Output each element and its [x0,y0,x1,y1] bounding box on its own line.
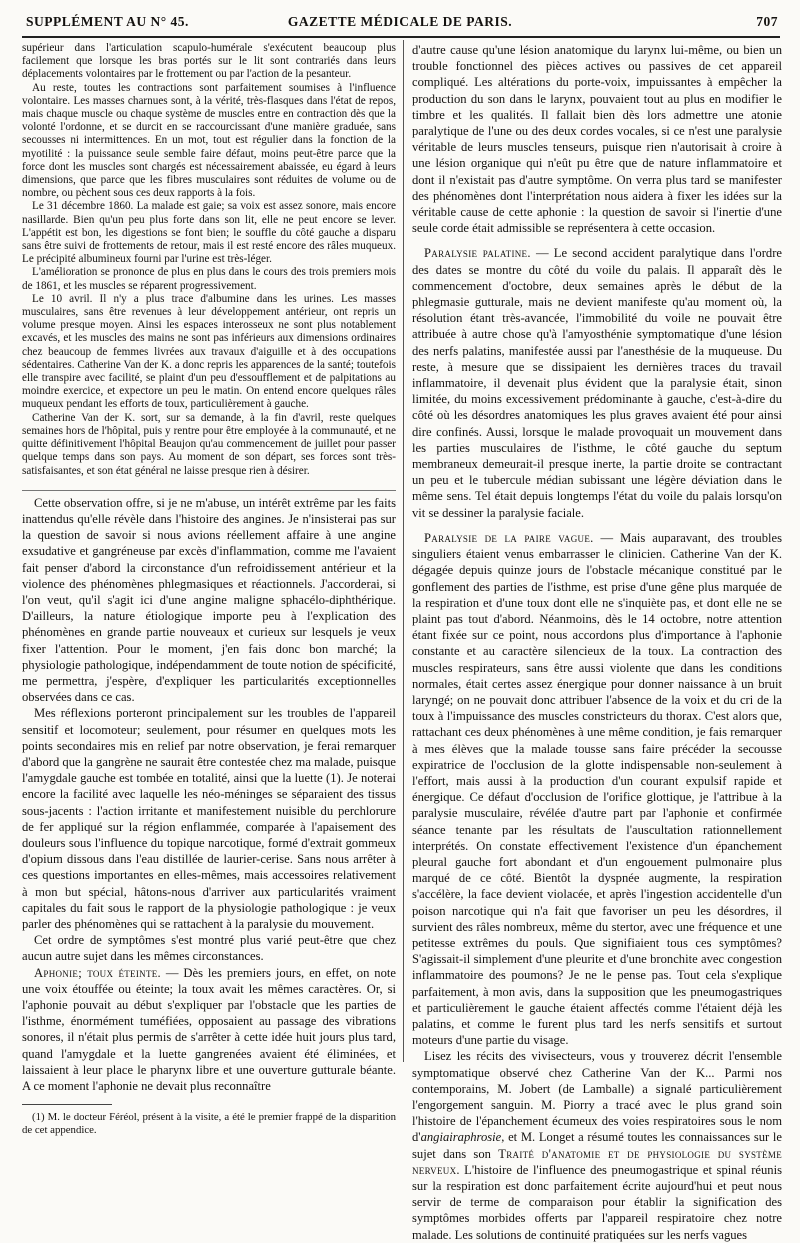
aphonie-text: — Dès les premiers jours, en effet, on note une voix étouffée ou éteinte; la toux avait les mêmes caractères. Or, si l'aphonie pouvait au début s'expliquer par l'obstacle que les parties de l'isthme, énormément tuméfiées, opposaient au passage des vibrations sonores, il n'était plus permis de s'arrêter à cette idée huit jours plus tard, quand l'amygdale et la luette gangrenées avaient été éliminées, et laissaient à leur place le pharynx libre et une ouverture gutturale béante. A ce moment l'aphonie ne devait plus reconnaître [22,965,396,1094]
case-paragraph: Le 10 avril. Il n'y a plus trace d'albumine dans les urines. Les masses musculaires, sans être revenues à leur développement antérieur, ont repris un volume presque moyen. Ainsi les espaces interosseux ne sont plus notablement excavés, et les muscles des mains ne sont pas inférieurs aux dimensions ordinaires chez beaucoup de femmes livrées aux travaux d'aiguille et à des occupations sédentaires. Catherine Van der K. a donc repris les apparences de la santé; toutefois elle transpire avec facilité, se plaint d'un peu d'essoufflement et de palpitations au moindre exercice, et expectore un peu le matin. On entend encore quelques râles muqueux pendant les efforts de toux, particulièrement à gauche. [22,292,396,411]
vague-heading: Paralysie de la paire vague. [424,530,594,545]
palatine-paragraph [412,245,782,520]
header-rule [22,36,780,38]
continuation-paragraph: d'autre cause qu'une lésion anatomique du larynx lui-même, ou bien un trouble fonctionnel des pièces actives ou passives de cet appareil compliqué. Les altérations du porte-voix, impuissantes à empêcher la production du son dans le larynx, pouvaient tout au plus en modifier le timbre et les qualités. Il fallait bien dès lors admettre une atonie paralytique de l'une ou des deux cordes vocales, si ce n'est une paralysie véritable de leurs muscles tenseurs, puisque rien n'autorisait à croire à une lésion organique qui n'eût pu être que de nature inflammatoire et dont il n'existait pas d'autre symptôme. On verra plus tard se manifester des phénomènes dont l'interprétation nous aidera à fixer les idées sur la véritable cause de cette aphonie : la question de savoir si l'inertie d'une seule corde était admissible se représentera à cette occasion. [412,43,782,236]
supplement-label: SUPPLÉMENT AU N° 45. [26,14,189,29]
literature-text-3: . L'histoire de l'influence des pneumogastrique et spinal réunis sur la respiration est donc parfaitement écrite aujourd'hui et peut nous servir de terme de comparaison pour établir la signification des symptômes morbides offerts par l'appareil respiratoire chez notre malade. Les solutions de continuité pratiquées sur les nerfs vagues [412,1162,782,1242]
section-gap [412,236,782,245]
angiairaphrosie-term: angiairaphrosie [420,1130,502,1145]
commentary-paragraph: Cette observation offre, si je ne m'abuse, un intérêt extrême par les faits inattendus qu'elle révèle dans l'histoire des angines. Je n'insisterai pas sur la question de savoir si nous avions réellement affaire à une angine exsudative et gangréneuse par excès d'inflammation, comme me l'avaient fait penser d'abord la circonstance d'un refroidissement antérieur et la violence des phénomènes phlegmasiques et réactionnels. J'accorderai, si l'on veut, qu'il s'agit ici d'une angine maligne sphacélo-diphthérique. D'ailleurs, la nature étiologique importe peu à l'explication des phénomènes en grande partie nouveaux et curieux sur lesquels je veux fixer l'attention. Pour le moment, j'en fais donc bon marché; la physiologie pathologique, indépendamment de toute notion de spécificité, me permettra, j'espère, d'expliquer les particularités exceptionnelles observées dans ce cas. [22,495,396,705]
literature-paragraph [412,1048,782,1242]
commentary-paragraph: Cet ordre de symptômes s'est montré plus varié peut-être que chez aucun autre sujet dans les mêmes circonstances. [22,933,396,964]
column-divider [403,40,404,1062]
palatine-heading: Paralysie palatine. [424,246,531,261]
treatise-title: Traité d'anatomie et de physiologie du système nerveux [412,1146,782,1177]
vague-paragraph [412,530,782,1049]
footnote-rule [22,1104,112,1105]
right-column [412,42,782,1242]
left-column [22,42,396,1137]
aphonie-heading: Aphonie; toux éteinte. [34,965,161,980]
literature-text-1: Lisez les récits des vivisecteurs, vous y trouverez décrit l'ensemble symptomatique observé chez Catherine Van der K... Parmi nos contemporains, M. Jobert (de Lamballe) a signalé particulièrement l'engorgement sanguin. M. Piorry a tracé avec le plus grand soin l'histoire de l'épanchement écumeux des voies respiratoires sous le nom d' [412,1049,782,1145]
section-gap [412,521,782,530]
case-paragraph: Le 31 décembre 1860. La malade est gaie; sa voix est assez sonore, mais encore nasillarde. Bien qu'un peu plus forte dans son lit, elle ne peut encore se lever. L'appétit est bon, les digestions se font bien; le souffle du côté gauche a disparu sans être suivi de frottements de retour, mais il est resté encore des râles muqueux. Le précipité albumineux fourni par l'urine est très-léger. [22,200,396,266]
case-paragraph: Au reste, toutes les contractions sont parfaitement soumises à l'influence volontaire. Les masses charnues sont, à la vérité, très-flasques dans l'état de repos, mais chaque muscle ou chaque système de muscles entre en contraction dès que la volonté l'ordonne, et se durcit en se raccourcissant d'une manière graduée, sans secousses ni intermittences. En un mot, tout est régulier dans la fonction de la myotilité : la puissance seule semble faire défaut, moins peut-être parce que la force dont les muscles sont chargés est nécessairement abaissée, eu égard à leurs dimensions, que parce que les fibres musculaires sont réduites de volume ou de nombre, ou pèchent sous ces deux rapports à la fois. [22,81,396,200]
literature-text-2: , et M. Longet a résumé toutes les connaissances sur le sujet dans son [412,1130,782,1161]
running-header [18,14,782,36]
commentary-paragraph: Mes réflexions porteront principalement sur les troubles de l'appareil sensitif et locomoteur; seulement, pour résumer en quelques mots les points secondaires mis en relief par notre observation, je ferai remarquer d'abord que la gangrène ne saurait être contestée chez ma malade, puisque l'amygdale gauche est tombée en totalité, ainsi que la luette (1). Je noterai encore la facilité avec laquelle les néo-méninges se séparaient des tissus sous-jacents : l'action irritante et manifestement nuisible du perchlorure de fer appliqué sur la région enflammée, comparée à l'apaisement des douleurs sous l'influence du topique narcotique, formé d'extrait gommeux d'opium dissous dans l'eau distillée de laurier-cerise. Sans nous arrêter à ces questions importantes en elles-mêmes, mais accessoires relativement à mon but spécial, hâtons-nous d'arriver aux particularités vraiment capitales du fait sous le rapport de la physiologie pathologique : je veux parler des phénomènes qui se rattachent à la paralysie du mouvement. [22,706,396,931]
case-paragraph: Catherine Van der K. sort, sur sa demande, à la fin d'avril, reste quelques semaines hors de l'hôpital, puis y rentre pour être employée à la communauté, et ne quitte définitivement l'hôpital Beaujon qu'au commencement de juillet pour passer quelque temps dans son pays. Au moment de son départ, ses forces sont très-satisfaisantes, et son état général ne laisse presque rien à désirer. [22,411,396,477]
aphonie-paragraph [22,965,396,1095]
page-number: 707 [756,14,778,29]
footnote: (1) M. le docteur Féréol, présent à la visite, a été le premier frappé de la disparition de cet appendice. [22,1111,396,1137]
section-rule [22,481,396,491]
case-paragraph: L'amélioration se prononce de plus en plus dans le cours des trois premiers mois de 1861, et les muscles se réparent progressivement. [22,266,396,292]
vague-text: — Mais auparavant, des troubles singuliers étaient venus embarrasser le clinicien. Catherine Van der K. dégagée depuis quinze jours de l'obstacle mécanique constitué par le gonflement des parties de l'isthme, est prise d'une gêne plus marquée de la respiration et d'une toux dont elle ne s'inquiète pas, et dont elle ne se plaint pas tout d'abord. Néanmoins, dès le 14 octobre, notre attention étant fixée sur ce point, nous accordons plus d'importance à l'aphonie constante et au caractère silencieux de la toux. La contraction des muscles respirateurs, sans être aussi violente que dans les conditions normales, était certes assez énergique pour donner naissance à un bruit laryngé; on ne pouvait donc attribuer l'absence de la voix et du cri de la toux à l'impuissance des muscles constricteurs du thorax. C'est alors que, rattachant ces deux phénomènes à une même condition, je fais remarquer à mes élèves que la malade tousse sans faire précéder la secousse expiratrice de l'occlusion de la glotte indispensable non-seulement à l'effort, mais aussi à la production d'un courant expulsif rapide et énergique. Ce défaut d'occlusion de l'orifice glottique, je l'attribue à la paralysie musculaire, révélée d'autre part par l'aphonie et confirmée séance tenante par les résultats de l'auscultation rationnellement interprétés. On constate effectivement l'existence d'un épanchement pleural gauche fort abondant et d'un engouement pulmonaire plus marqué de ce côté. Bientôt la dyspnée augmente, la respiration s'accélère, la face devient violacée, et après l'ingestion accidentelle d'un poison narcotique qui n'a fait que favoriser un peu les désordres, il survient des râles nombreux, même du stertor, avec une fréquence et une petitesse extrêmes du pouls. Que signifiaient tous ces symptômes? S'agissait-il simplement d'une pleurite et d'une bronchite avec congestion inflammatoire des poumons? Je ne le pense pas. Tout cela s'explique parfaitement, à mon avis, dans la supposition que les pneumogastriques et particulièrement le gauche étaient affectés comme l'étaient déjà les palatins, et comme le furent plus tard les nerfs sensitifs et surtout moteurs d'une partie du visage. [412,530,782,1048]
palatine-text: — Le second accident paralytique dans l'ordre des dates se montre du côté du voile du palais. Il apparaît dès le commencement d'octobre, deux semaines après le début de la phlegmasie gutturale, mais ne devient manifeste qu'au moment où, la résolution étant très-avancée, l'immobilité du voile ne pouvait être attribuée à autre chose qu'à l'amyosthénie symptomatique d'une lésion des nerfs palatins, manifestée aussi par l'anesthésie de la muqueuse. Du reste, à mesure que se dissipaient les dernières traces du travail inflammatoire, il devenait plus évident que la paralysie était, sinon limitée, du moins excessivement prédominante à gauche, c'est-à-dire du côté où les désordres anatomiques les plus graves avaient été pour ainsi dire confinés. Aussi, lorsque le malade provoquait un mouvement dans les parties musculaires de l'isthme, le côté gauche du septum membraneux demeurait-il presque inerte, la partie droite se contractant un peu et le tubercule médian subissant une légère déviation dans le même sens. Tel était depuis longtemps l'état du voile du palais lorsqu'on vit se dessiner la paralysie faciale. [412,246,782,520]
journal-title: GAZETTE MÉDICALE DE PARIS. [287,14,513,29]
case-paragraph: supérieur dans l'articulation scapulo-humérale s'exécutent beaucoup plus facilement que lorsque les bras portés sur le lit sont contrariés dans leurs déplacements volontaires par le frottement ou par l'action de la pesanteur. [22,42,396,81]
